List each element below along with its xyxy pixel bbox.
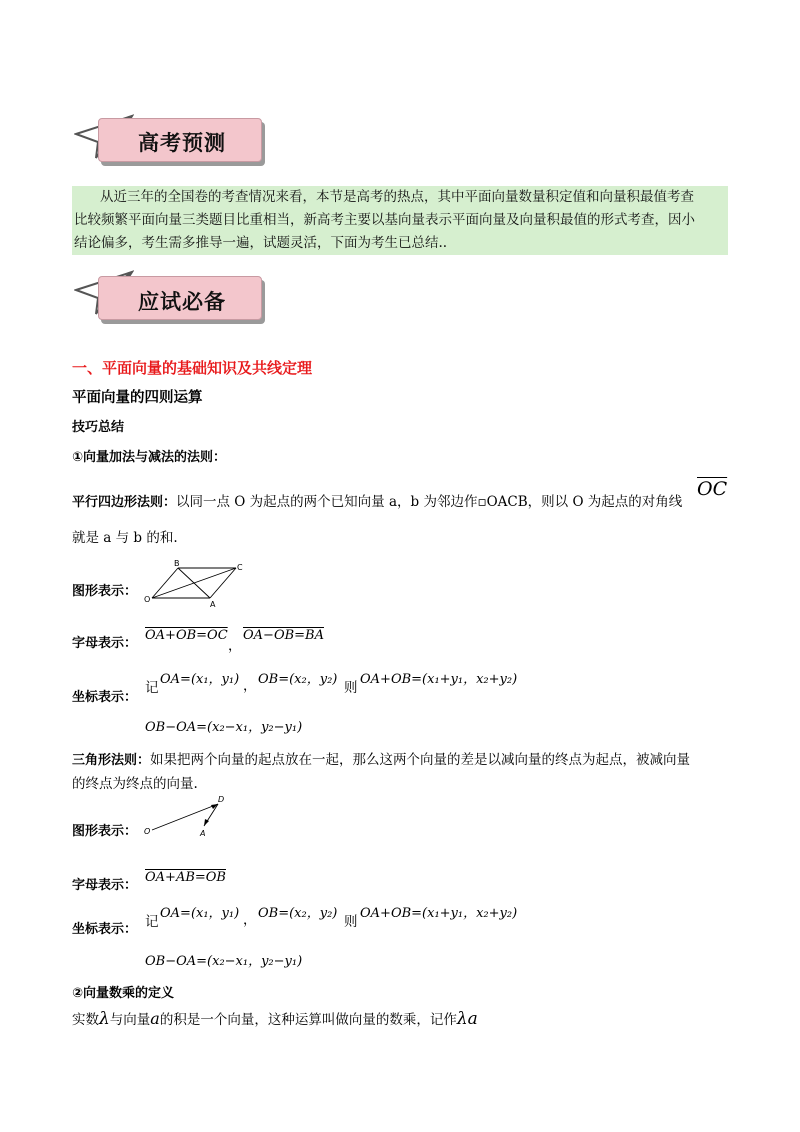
section-title: 一、平面向量的基础知识及共线定理 [72, 359, 313, 377]
formula-diff: OA−OB=BA [243, 628, 324, 643]
coord-sep: ， [243, 678, 257, 694]
letters-formula-1 [145, 628, 228, 643]
triangle-rule [72, 748, 690, 768]
tri-coord-ze: 则 [344, 914, 358, 930]
point-b: B [174, 559, 180, 568]
letters-formula-2 [243, 628, 324, 643]
section-subtitle: 平面向量的四则运算 [72, 390, 203, 406]
figure-label: 图形表示： [72, 584, 138, 599]
parallelogram-rule [72, 490, 682, 510]
vector-a: a [150, 1009, 160, 1028]
triangle-text-2: 的终点为终点的向量. [72, 776, 198, 792]
letters-sep: ， [228, 638, 242, 654]
banner-forecast-title: 高考预测 [138, 131, 226, 155]
coord-f1: OA=(x₁，y₁) [160, 672, 240, 687]
tri-coord-f4: OB−OA=(x₂−x₁，y₂−y₁) [145, 954, 303, 969]
formula-sum: OA+OB=OC [145, 628, 228, 643]
parallelogram-text-2: 就是 a 与 b 的和. [72, 530, 178, 546]
coord-f4: OB−OA=(x₂−x₁，y₂−y₁) [145, 720, 303, 735]
skills-heading: 技巧总结 [72, 420, 125, 435]
rule1-heading: ①向量加法与减法的法则： [72, 450, 227, 465]
triangle-label: 三角形法则： [72, 753, 151, 768]
formula-triangle: OA+AB=OB [145, 870, 226, 885]
tri-coord-ji: 记 [145, 914, 159, 930]
tri-coord-label: 坐标表示： [72, 922, 138, 937]
coord-f2: OB=(x₂，y₂) [258, 672, 338, 687]
point-d: D [218, 795, 225, 804]
scalar-title: ②向量数乘的定义 [72, 986, 175, 1001]
banner-essentials-title: 应试必备 [138, 290, 226, 314]
coord-label: 坐标表示： [72, 690, 138, 705]
lambda-symbol: λ [99, 1009, 110, 1029]
parallelogram-label: 平行四边形法则： [72, 495, 177, 510]
tri-coord-f2: OB=(x₂，y₂) [258, 906, 338, 921]
triangle-letters-label: 字母表示： [72, 878, 138, 893]
point-a: A [210, 600, 216, 609]
intro-line-2: 比较频繁平面向量三类题目比重相当，新高考主要以基向量表示平面向量及向量积最值的形式考查，因小 [74, 212, 695, 228]
point-a-tri: A [200, 829, 206, 838]
tri-coord-sep: ， [243, 912, 257, 928]
coord-f3: OA+OB=(x₁+y₁，x₂+y₂) [360, 672, 518, 687]
triangle-text-1: 如果把两个向量的起点放在一起，那么这两个向量的差是以减向量的终点为起点，被减向量 [150, 752, 691, 768]
coord-ji: 记 [145, 680, 159, 696]
triangle-letters-formula [145, 870, 226, 885]
intro-line-1: 从近三年的全国卷的考查情况来看，本节是高考的热点，其中平面向量数量积定值和向量积最值考查 [100, 189, 694, 205]
point-o-tri: O [144, 827, 151, 836]
lambda-a: λa [456, 1009, 478, 1029]
scalar-line [72, 1008, 478, 1029]
intro-line-3: 结论偏多，考生需多推导一遍，试题灵活，下面为考生已总结.. [74, 235, 448, 251]
triangle-figure-label: 图形表示： [72, 824, 138, 839]
parallelogram-figure [144, 558, 248, 610]
scalar-t2: 与向量 [109, 1012, 151, 1028]
oc-vector: $\overline{OC}$ [697, 478, 728, 500]
letters-label: 字母表示： [72, 636, 138, 651]
parallelogram-text: 以同一点 O 为起点的两个已知向量 a，b 为邻边作▫OACB，则以 O 为起点的对角线 [176, 494, 683, 510]
scalar-t1: 实数 [72, 1012, 99, 1028]
scalar-t3: 的积是一个向量，这种运算叫做向量的数乘，记作 [159, 1012, 457, 1028]
tri-coord-f3: OA+OB=(x₁+y₁，x₂+y₂) [360, 906, 518, 921]
point-o: O [144, 595, 151, 604]
coord-ze: 则 [344, 680, 358, 696]
intro-paragraph [72, 186, 728, 255]
point-c: C [237, 563, 243, 572]
tri-coord-f1: OA=(x₁，y₁) [160, 906, 240, 921]
